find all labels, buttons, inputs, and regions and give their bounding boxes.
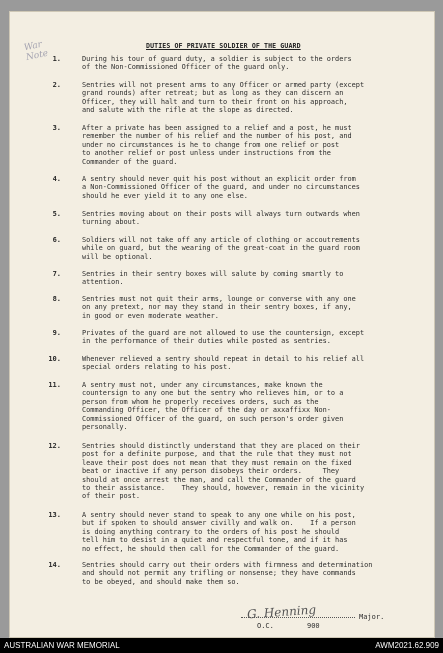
signature-line (241, 617, 355, 618)
signatory-title: O.C. (257, 622, 274, 630)
unit-number: 900 (307, 622, 320, 630)
duty-text-line: During his tour of guard duty, a soldier is subject to the orders (82, 55, 352, 63)
duty-text-line: and salute with the rifle at the slope as directed. (82, 106, 294, 115)
duty-text-line: A sentry should never stand to speak to any one while on his post, (82, 511, 356, 519)
duty-number: 1. (52, 55, 61, 63)
duty-text-line: special orders relating to his post. (82, 363, 232, 372)
duty-text-line: Sentries moving about on their posts will always turn outwards when (82, 210, 360, 218)
duty-text-line: no effect, he should then call for the Commander of the guard. (82, 544, 340, 553)
duty-text (82, 295, 429, 320)
duty-text-line: should he ever yield it to any one else. (82, 191, 248, 200)
duty-number: 14. (48, 561, 61, 569)
duty-text-line: Whenever relieved a sentry should repeat in detail to his relief all (82, 355, 365, 363)
duty-number: 8. (52, 295, 61, 303)
duty-text-line: person from whom he properly receives orders, such as the (82, 397, 319, 406)
duty-text-line: in the performance of their duties while posted as sentries. (82, 337, 331, 346)
duty-text-line: leave their post does not mean that they must remain on the fixed (82, 458, 352, 467)
duty-text (82, 329, 429, 346)
duty-number: 6. (52, 236, 61, 244)
duty-text-line: Sentries should carry out their orders with firmness and determination (82, 561, 373, 569)
duty-text (82, 124, 429, 166)
duty-text (82, 511, 429, 553)
document-title: DUTIES OF PRIVATE SOLDIER OF THE GUARD (146, 42, 301, 50)
duty-text-line: Commanding Officer, the Officer of the day or axxaffixx Non- (82, 406, 331, 415)
duty-text-line: a Non-Commissioned Officer of the guard, and under no circumstances (82, 183, 360, 192)
duty-number: 10. (48, 355, 61, 363)
duty-text-line: will be optional. (82, 252, 153, 261)
duty-number: 9. (52, 329, 61, 337)
duty-text-line: Officer, they will halt and turn to their front on his approach, (82, 97, 348, 106)
duty-text-line: while on guard, but the wearing of the great-coat in the guard room (82, 244, 360, 253)
duty-text-line: turning about. (82, 218, 141, 227)
duty-text (82, 175, 429, 200)
duty-text (82, 442, 429, 501)
duty-text-line: Sentries should distinctly understand that they are placed on their (82, 442, 360, 450)
footer-bar (0, 638, 443, 653)
duty-number: 13. (48, 511, 61, 519)
duty-number: 2. (52, 81, 61, 89)
duty-number: 12. (48, 442, 61, 450)
duty-text (82, 236, 429, 261)
footer-institution: AUSTRALIAN WAR MEMORIAL (4, 641, 120, 650)
signature: G. Henning (246, 602, 317, 622)
duty-text-line: of the Non-Commissioned Officer of the guard only. (82, 63, 290, 72)
signatory-rank: Major. (359, 613, 385, 621)
duty-text-line: on any pretext, nor may they stand in their sentry boxes, if any, (82, 303, 352, 312)
duty-number: 11. (48, 381, 61, 389)
duty-text-line: and should not permit any trifling or nonsense; they have commands (82, 569, 356, 578)
duty-text-line: to another relief or post unless under instructions from the (82, 149, 331, 158)
duty-text-line: in good or even moderate weather. (82, 311, 219, 320)
duty-text-line: After a private has been assigned to a relief and a post, he must (82, 124, 352, 132)
duty-text-line: to their assistance. They should, however, remain in the vicinity (82, 484, 365, 493)
handwritten-note: War Note (23, 39, 50, 64)
duty-text-line: of their post. (82, 492, 141, 501)
duty-text-line: attention. (82, 278, 124, 287)
duty-text-line: remember the number of his relief and the number of his post, and (82, 132, 352, 141)
duty-text-line: Commander of the guard. (82, 157, 178, 166)
duty-text-line: personally. (82, 423, 128, 432)
duty-text (82, 81, 429, 115)
footer-accession-number: AWM2021.62.909 (375, 641, 439, 650)
duty-text-line: Commissioned Officer of the guard, on such person's order given (82, 414, 344, 423)
duty-text-line: Sentries must not quit their arms, lounge or converse with any one (82, 295, 356, 303)
duty-text (82, 561, 429, 586)
duty-number: 4. (52, 175, 61, 183)
duty-text-line: Sentries in their sentry boxes will salute by coming smartly to (82, 270, 344, 278)
duty-text-line: but if spoken to should answer civilly and walk on. If a person (82, 519, 356, 528)
duty-text-line: post for a definite purpose, and that the rule that they must not (82, 450, 352, 459)
duty-text-line: countersign to any one but the sentry who relieves him, or to a (82, 389, 344, 398)
duty-text (82, 355, 429, 372)
duty-number: 5. (52, 210, 61, 218)
duty-text (82, 55, 429, 72)
duty-text-line: tell him to desist in a quiet and respectful tone, and if it has (82, 536, 348, 545)
duty-text-line: should at once arrest the man, and call the Commander of the guard (82, 475, 356, 484)
duty-text-line: under no circumstances is he to change from one relief or post (82, 140, 340, 149)
duty-number: 3. (52, 124, 61, 132)
duty-text (82, 270, 429, 287)
duty-text (82, 381, 429, 431)
duty-text-line: grand rounds) after retreat; but as long as they can discern an (82, 89, 344, 98)
duty-text-line: A sentry must not, under any circumstances, make known the (82, 381, 323, 389)
duty-text-line: Soldiers will not take off any article of clothing or accoutrements (82, 236, 360, 244)
duty-text (82, 210, 429, 227)
duty-text-line: to be obeyed, and should make them so. (82, 577, 240, 586)
duty-text-line: is doing anything contrary to the orders of his post he should (82, 527, 340, 536)
document-page (9, 11, 435, 638)
duty-text-line: Sentries will not present arms to any Officer or armed party (except (82, 81, 365, 89)
duty-text-line: A sentry should never quit his post without an explicit order from (82, 175, 356, 183)
duty-text-line: beat or inactive if any person disobeys their orders. They (82, 467, 340, 476)
duty-text-line: Privates of the guard are not allowed to use the countersign, except (82, 329, 365, 337)
duty-number: 7. (52, 270, 61, 278)
